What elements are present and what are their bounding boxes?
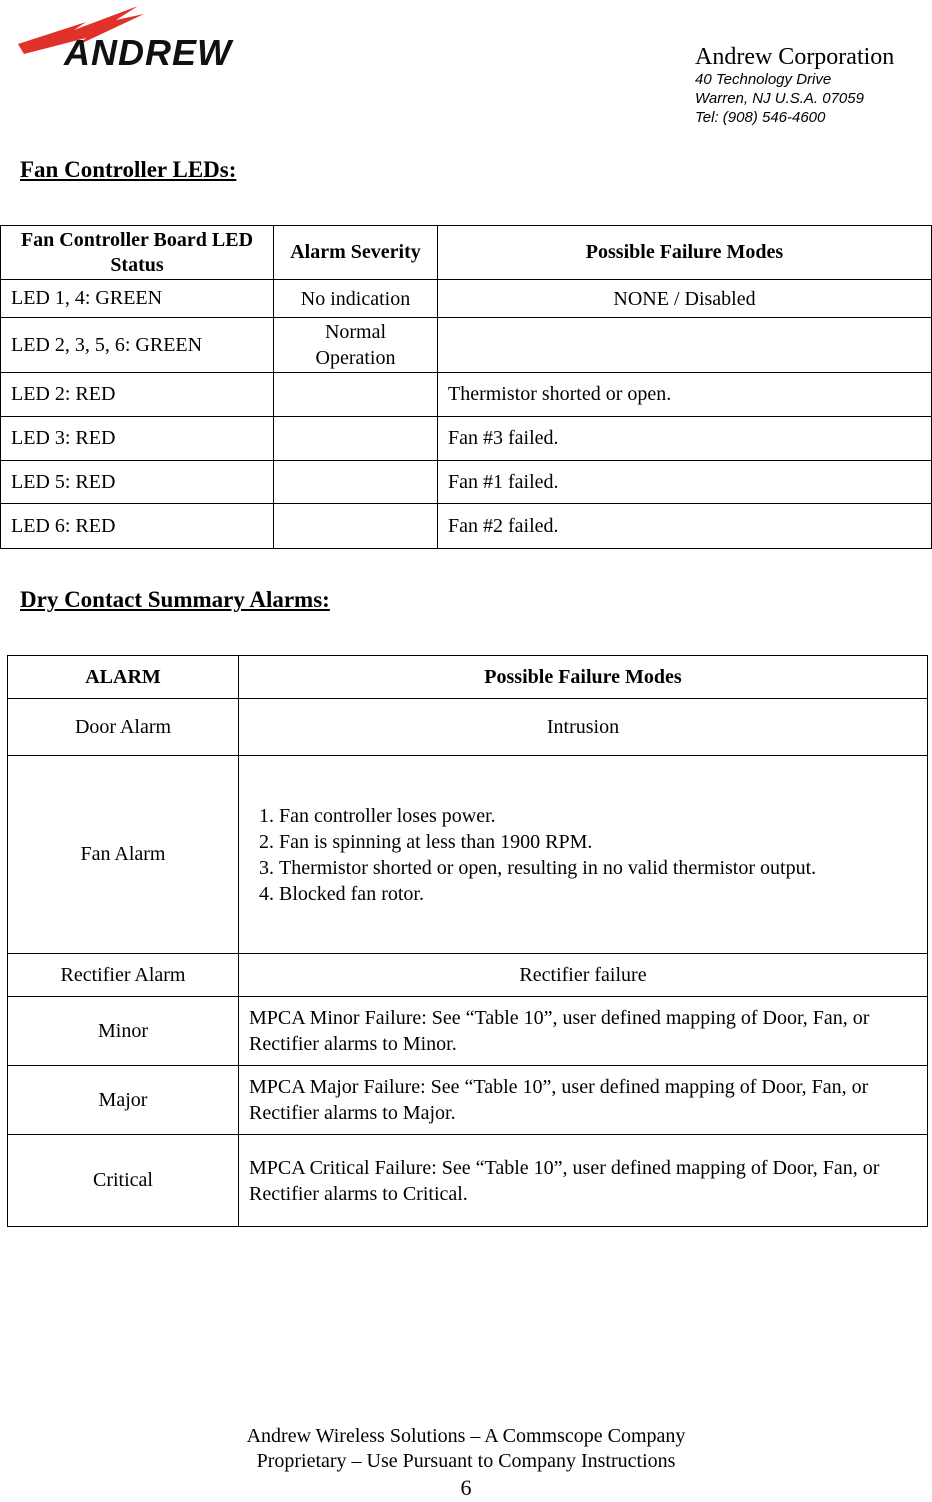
failure-mode-cell: MPCA Minor Failure: See “Table 10”, user defined mapping of Door, Fan, or Rectifier alarms to Minor. [239,997,928,1066]
severity-cell [274,373,438,417]
alarm-section-title: Dry Contact Summary Alarms: [20,587,330,612]
failure-mode-cell: NONE / Disabled [438,280,932,318]
table-row [1,280,932,318]
failure-mode-cell: Intrusion [239,699,928,756]
table-row [1,318,932,373]
led-section-title: Fan Controller LEDs: [20,157,237,182]
table-header-row [1,226,932,280]
table-row [1,373,932,417]
list-item: 1. Fan controller loses power. [279,803,917,829]
led-status-cell: LED 6: RED [1,504,274,549]
led-status-cell: LED 5: RED [1,461,274,504]
column-header-failure-modes: Possible Failure Modes [239,656,928,699]
failure-mode-cell: Rectifier failure [239,954,928,997]
dry-contact-alarm-table [7,655,928,1227]
page-number: 6 [460,1475,472,1500]
address-phone: Tel: (908) 546-4600 [695,109,826,126]
table-header-row [8,656,928,699]
failure-mode-cell: Fan #3 failed. [438,417,932,461]
address-city: Warren, NJ U.S.A. 07059 [695,90,864,107]
table-row [1,461,932,504]
table-row [8,1066,928,1135]
footer-proprietary-line: Proprietary – Use Pursuant to Company Instructions [256,1450,676,1472]
logo-wordmark: ANDREW [64,32,232,72]
failure-mode-cell: MPCA Major Failure: See “Table 10”, user defined mapping of Door, Fan, or Rectifier alarms to Major. [239,1066,928,1135]
table-row [1,504,932,549]
table-row [8,756,928,954]
company-name: Andrew Corporation [695,44,895,70]
column-header-alarm: ALARM [8,656,239,699]
fan-failure-list [249,803,917,907]
failure-mode-cell [239,756,928,954]
led-status-cell: LED 2: RED [1,373,274,417]
failure-mode-cell: Fan #2 failed. [438,504,932,549]
alarm-name-cell: Minor [8,997,239,1066]
list-item: 3. Thermistor shorted or open, resulting in no valid thermistor output. [279,855,917,881]
severity-cell [274,417,438,461]
alarm-name-cell: Major [8,1066,239,1135]
failure-mode-cell: MPCA Critical Failure: See “Table 10”, user defined mapping of Door, Fan, or Rectifier alarms to Critical. [239,1135,928,1227]
alarm-name-cell: Rectifier Alarm [8,954,239,997]
andrew-logo [16,2,256,72]
led-status-cell: LED 2, 3, 5, 6: GREEN [1,318,274,373]
severity-cell: No indication [274,280,438,318]
column-header-severity: Alarm Severity [274,226,438,280]
list-item: 2. Fan is spinning at less than 1900 RPM. [279,829,917,855]
address-street: 40 Technology Drive [695,71,832,88]
company-address [695,44,925,127]
led-status-cell: LED 3: RED [1,417,274,461]
footer-company-line: Andrew Wireless Solutions – A Commscope Company [246,1425,686,1447]
page-footer [0,1424,932,1502]
table-row [1,417,932,461]
column-header-failure-modes: Possible Failure Modes [438,226,932,280]
led-status-table [0,225,932,549]
failure-mode-cell [438,318,932,373]
severity-cell: Normal Operation [274,318,438,373]
column-header-led-status: Fan Controller Board LED Status [1,226,274,280]
table-row [8,1135,928,1227]
failure-mode-cell: Thermistor shorted or open. [438,373,932,417]
alarm-name-cell: Critical [8,1135,239,1227]
alarm-name-cell: Fan Alarm [8,756,239,954]
alarm-name-cell: Door Alarm [8,699,239,756]
failure-mode-cell: Fan #1 failed. [438,461,932,504]
severity-cell [274,504,438,549]
severity-cell [274,461,438,504]
table-row [8,954,928,997]
table-row [8,997,928,1066]
table-row [8,699,928,756]
led-status-cell: LED 1, 4: GREEN [1,280,274,318]
list-item: 4. Blocked fan rotor. [279,881,917,907]
